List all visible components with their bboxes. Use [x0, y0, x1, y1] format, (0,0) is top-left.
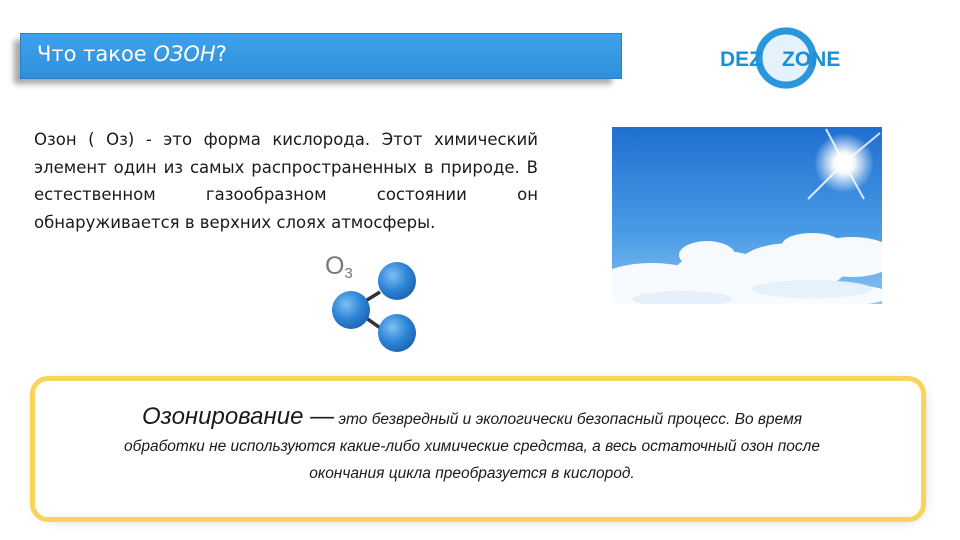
callout-line-2: обработки не используются какие-либо химические средства, а весь остаточный озон после	[124, 438, 820, 455]
atom-top	[378, 262, 416, 300]
atom-bottom	[378, 314, 416, 352]
callout-term: Озонирование —	[142, 403, 335, 430]
title-bar	[20, 33, 622, 79]
callout-line-3: окончания цикла преобразуется в кислород.	[309, 465, 635, 482]
atom-middle	[332, 291, 370, 329]
title-prefix: Что такое	[37, 42, 154, 66]
logo-text-left: DEZ	[720, 48, 762, 71]
intro-paragraph: Озон ( Оз) - это форма кислорода. Этот химический элемент один из самых распространенных в природе. В естественном газообразном состоянии он обнаруживается в верхних слоях атмосферы.	[34, 130, 538, 232]
title-emphasis: ОЗОН	[153, 42, 216, 66]
ozone-molecule-diagram	[322, 250, 432, 360]
callout-line-1	[42, 403, 902, 433]
callout-text	[42, 403, 902, 487]
sky-photo	[612, 127, 882, 304]
dezozone-logo	[720, 18, 845, 98]
o3-symbol: O	[325, 252, 345, 280]
page-title	[37, 42, 227, 66]
o3-subscript: 3	[344, 265, 353, 282]
logo-text-right: ZONE	[782, 48, 841, 71]
title-suffix: ?	[215, 42, 227, 66]
callout-line1: это безвредный и экологически безопасный процесс. Во время	[338, 411, 802, 428]
